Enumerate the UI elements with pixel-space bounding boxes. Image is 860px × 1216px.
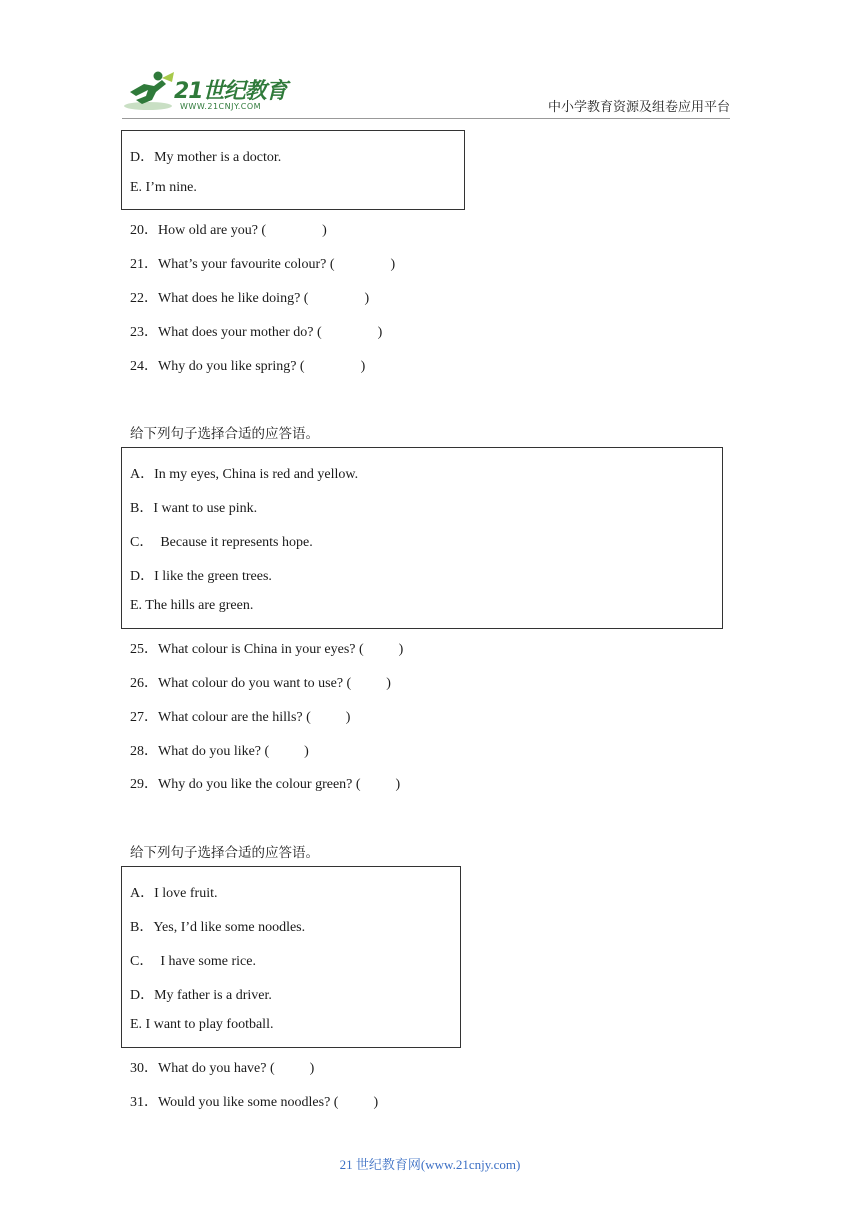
question-29: 29．Why do you like the colour green? ( ) (130, 777, 401, 792)
option-a: A．In my eyes, China is red and yellow. (130, 467, 359, 482)
option-e: E. I want to play football. (130, 1017, 274, 1032)
question-21: 21．What’s your favourite colour? ( ) (130, 257, 396, 272)
instruction-3: 给下列句子选择合适的应答语。 (130, 845, 319, 861)
option-e: E. I’m nine. (130, 180, 197, 195)
option-d: D．My father is a driver. (130, 988, 272, 1003)
question-23: 23．What does your mother do? ( ) (130, 325, 383, 340)
question-24: 24．Why do you like spring? ( ) (130, 359, 366, 374)
runner-icon (122, 70, 178, 116)
option-d: D．My mother is a doctor. (130, 150, 282, 165)
header-divider (122, 118, 730, 119)
question-26: 26．What colour do you want to use? ( ) (130, 676, 391, 691)
header-platform-name: 中小学教育资源及组卷应用平台 (547, 100, 730, 115)
logo-url: WWW.21CNJY.COM (180, 102, 262, 111)
question-31: 31．Would you like some noodles? ( ) (130, 1095, 379, 1110)
question-22: 22．What does he like doing? ( ) (130, 291, 370, 306)
options-box-3 (121, 866, 461, 1048)
option-a: A．I love fruit. (130, 886, 218, 901)
option-c: C． I have some rice. (130, 954, 256, 969)
option-b: B．I want to use pink. (130, 501, 258, 516)
option-b: B．Yes, I’d like some noodles. (130, 920, 306, 935)
question-20: 20．How old are you? ( ) (130, 223, 327, 238)
question-27: 27．What colour are the hills? ( ) (130, 710, 351, 725)
options-box-2 (121, 447, 723, 629)
options-box-1 (121, 130, 465, 210)
option-c: C． Because it represents hope. (130, 535, 313, 550)
question-30: 30．What do you have? ( ) (130, 1061, 315, 1076)
question-28: 28．What do you like? ( ) (130, 744, 309, 759)
footer-link[interactable]: 21 世纪教育网(www.21cnjy.com) (339, 1157, 521, 1172)
option-d: D．I like the green trees. (130, 569, 272, 584)
question-25: 25．What colour is China in your eyes? ( ) (130, 642, 404, 657)
instruction-2: 给下列句子选择合适的应答语。 (130, 426, 319, 442)
logo-text: 21世纪教育 (174, 79, 287, 104)
option-e: E. The hills are green. (130, 598, 254, 613)
site-logo (122, 70, 292, 116)
